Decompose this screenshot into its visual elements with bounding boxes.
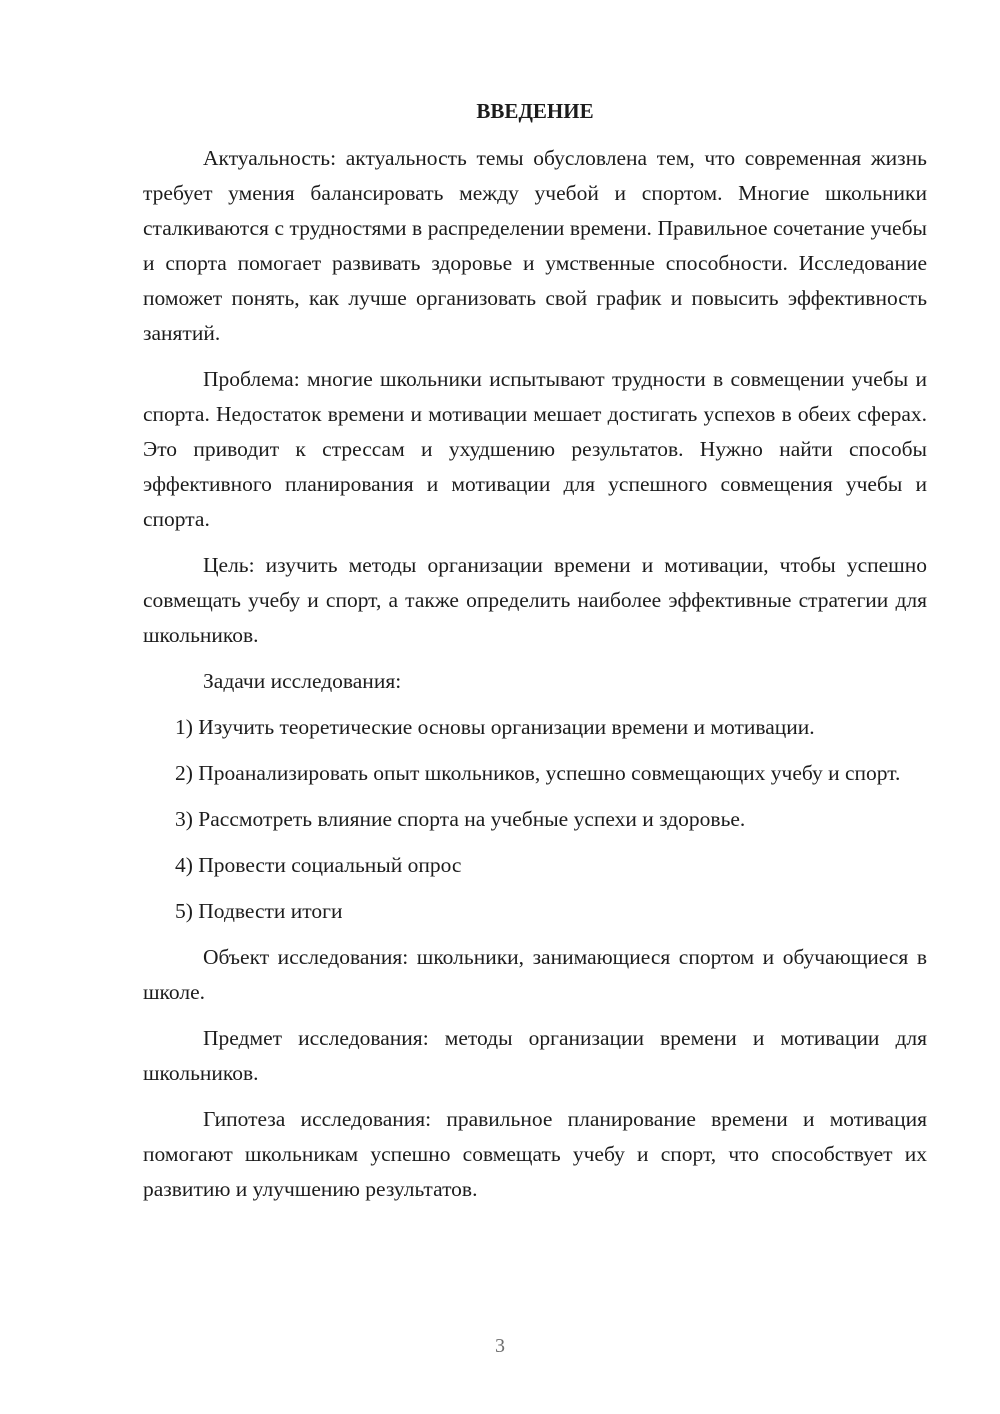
task-item: 3) Рассмотреть влияние спорта на учебные успехи и здоровье. bbox=[175, 807, 746, 831]
paragraph-problem: Проблема: многие школьники испытывают трудности в совмещении учебы и спорта. Недостаток времени и мотивации мешает достигать успехов в обеих сферах. Это приводит к стрессам и ухудшению результатов. Нужно найти способы эффективного планирования и мотивации для успешного совмещения учебы и спорта. bbox=[143, 367, 927, 531]
page-number: 3 bbox=[495, 1335, 505, 1357]
paragraph-subject: Предмет исследования: методы организации времени и мотивации для школьников. bbox=[143, 1026, 927, 1085]
task-item: 5) Подвести итоги bbox=[175, 899, 343, 923]
paragraph-tasks-heading: Задачи исследования: bbox=[203, 669, 402, 693]
task-item: 1) Изучить теоретические основы организации времени и мотивации. bbox=[175, 715, 815, 739]
paragraph-goal: Цель: изучить методы организации времени и мотивации, чтобы успешно совмещать учебу и спорт, а также определить наиболее эффективные стратегии для школьников. bbox=[143, 553, 927, 647]
page-title: ВВЕДЕНИЕ bbox=[476, 99, 594, 123]
task-item: 2) Проанализировать опыт школьников, успешно совмещающих учебу и спорт. bbox=[175, 761, 901, 785]
paragraph-relevance: Актуальность: актуальность темы обусловлена тем, что современная жизнь требует умения балансировать между учебой и спортом. Многие школьники сталкиваются с трудностями в распределении времени. Правильное сочетание учебы и спорта помогает развивать здоровье и умственные способности. Исследование поможет понять, как лучше организовать свой график и повысить эффективность занятий. bbox=[143, 146, 927, 345]
paragraph-hypothesis: Гипотеза исследования: правильное планирование времени и мотивация помогают школьникам успешно совмещать учебу и спорт, что способствует их развитию и улучшению результатов. bbox=[143, 1107, 927, 1201]
paragraph-object: Объект исследования: школьники, занимающиеся спортом и обучающиеся в школе. bbox=[143, 945, 927, 1004]
task-item: 4) Провести социальный опрос bbox=[175, 853, 462, 877]
document-page bbox=[143, 96, 927, 1218]
